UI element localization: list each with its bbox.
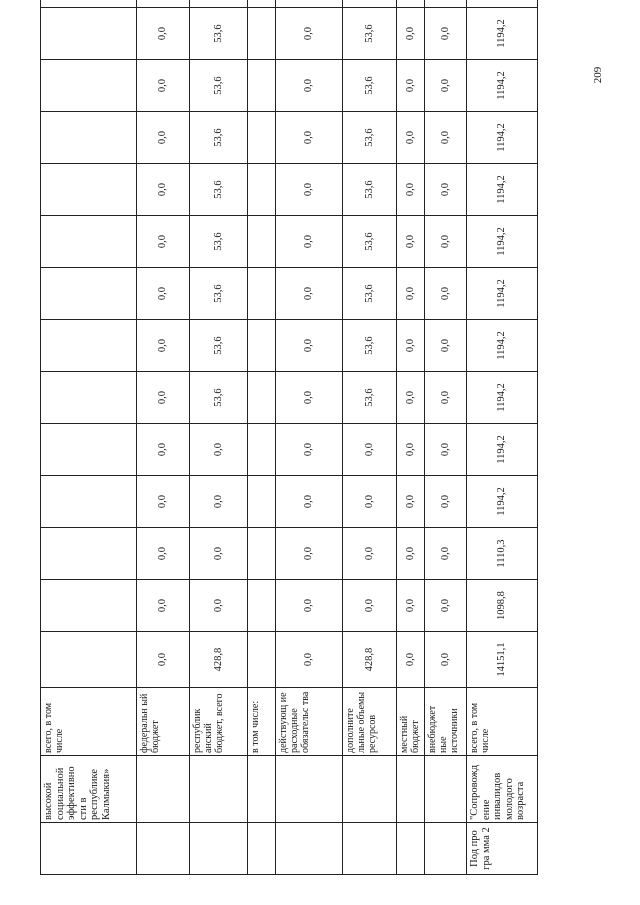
value-cell (41, 8, 137, 60)
name-cell (397, 756, 425, 823)
value-cell (248, 528, 276, 580)
value-cell: 428,8 (190, 632, 248, 688)
value-cell (41, 112, 137, 164)
value-cell: 0,0 (137, 112, 190, 164)
value-cell: 0,0 (397, 8, 425, 60)
value-cell: 0,0 (343, 424, 397, 476)
value-cell: 53,6 (343, 372, 397, 424)
value-cell: 53,6 (343, 60, 397, 112)
value-cell (41, 0, 137, 8)
value-cell: 0,0 (425, 528, 467, 580)
value-cell: 0,0 (397, 372, 425, 424)
value-cell: 1194,2 (467, 476, 538, 528)
value-cell (41, 632, 137, 688)
value-cell: 0,0 (137, 476, 190, 528)
value-cell (248, 60, 276, 112)
value-cell: 0,0 (190, 528, 248, 580)
name-cell: высокой социальной эффективно сти в республике Калмыкия» (41, 756, 137, 823)
value-cell (276, 0, 343, 8)
value-cell (467, 0, 538, 8)
value-cell (41, 216, 137, 268)
value-cell: 0,0 (137, 580, 190, 632)
value-cell: 0,0 (425, 372, 467, 424)
value-cell (248, 216, 276, 268)
value-cell: 0,0 (137, 268, 190, 320)
value-cell: 0,0 (425, 424, 467, 476)
value-cell (41, 60, 137, 112)
name-cell (425, 756, 467, 823)
value-cell: 0,0 (137, 424, 190, 476)
source-cell: всего, в том числе (41, 688, 137, 756)
value-cell (41, 528, 137, 580)
section-cell (190, 823, 248, 875)
name-cell (276, 756, 343, 823)
page-number: 209 (592, 66, 604, 84)
value-cell: 0,0 (137, 372, 190, 424)
value-cell (248, 112, 276, 164)
value-cell: 0,0 (190, 424, 248, 476)
value-cell (137, 0, 190, 8)
value-cell: 53,6 (190, 268, 248, 320)
value-cell: 1194,2 (467, 60, 538, 112)
value-cell: 0,0 (276, 8, 343, 60)
name-cell (190, 756, 248, 823)
value-cell: 0,0 (425, 216, 467, 268)
budget-table (40, 0, 538, 875)
value-cell: 0,0 (276, 60, 343, 112)
value-cell: 0,0 (397, 580, 425, 632)
value-cell: 0,0 (137, 320, 190, 372)
value-cell: 0,0 (397, 528, 425, 580)
table-row (276, 0, 343, 875)
value-cell: 0,0 (276, 528, 343, 580)
value-cell: 1194,2 (467, 372, 538, 424)
value-cell (248, 580, 276, 632)
value-cell (248, 164, 276, 216)
value-cell: 0,0 (425, 268, 467, 320)
value-cell: 53,6 (190, 8, 248, 60)
value-cell: 53,6 (343, 8, 397, 60)
value-cell: 53,6 (343, 216, 397, 268)
value-cell: 53,6 (190, 216, 248, 268)
value-cell: 0,0 (425, 112, 467, 164)
value-cell (248, 476, 276, 528)
source-cell: внебюджет ные источники (425, 688, 467, 756)
value-cell: 53,6 (190, 164, 248, 216)
value-cell: 0,0 (397, 216, 425, 268)
value-cell: 0,0 (276, 268, 343, 320)
value-cell: 0,0 (276, 580, 343, 632)
rotated-table-container (40, 19, 537, 875)
table-row (425, 0, 467, 875)
value-cell: 0,0 (397, 112, 425, 164)
section-cell (343, 823, 397, 875)
value-cell: 0,0 (343, 528, 397, 580)
value-cell: 0,0 (397, 164, 425, 216)
section-cell (397, 823, 425, 875)
value-cell: 0,0 (190, 580, 248, 632)
value-cell: 53,6 (190, 60, 248, 112)
value-cell: 53,6 (343, 268, 397, 320)
value-cell: 428,8 (343, 632, 397, 688)
value-cell (397, 0, 425, 8)
value-cell (248, 424, 276, 476)
value-cell: 1194,2 (467, 112, 538, 164)
value-cell (248, 0, 276, 8)
value-cell: 53,6 (343, 164, 397, 216)
value-cell (248, 632, 276, 688)
value-cell: 0,0 (276, 476, 343, 528)
source-cell: дополните льные объемы ресурсов (343, 688, 397, 756)
table-row (137, 0, 190, 875)
value-cell: 0,0 (276, 320, 343, 372)
source-cell: федеральн ый бюджет (137, 688, 190, 756)
value-cell: 14151,1 (467, 632, 538, 688)
value-cell: 0,0 (425, 476, 467, 528)
value-cell: 0,0 (137, 60, 190, 112)
value-cell: 1194,2 (467, 216, 538, 268)
value-cell: 0,0 (425, 60, 467, 112)
section-cell (276, 823, 343, 875)
table-row (397, 0, 425, 875)
value-cell: 0,0 (397, 424, 425, 476)
value-cell: 0,0 (137, 632, 190, 688)
value-cell: 1194,2 (467, 8, 538, 60)
source-cell: местный бюджет (397, 688, 425, 756)
value-cell: 0,0 (425, 580, 467, 632)
value-cell: 1098,8 (467, 580, 538, 632)
value-cell: 0,0 (425, 632, 467, 688)
source-cell: в том числе: (248, 688, 276, 756)
table-row (343, 0, 397, 875)
source-cell: действующ ие расходные обязательс тва (276, 688, 343, 756)
value-cell: 0,0 (397, 268, 425, 320)
name-cell (248, 756, 276, 823)
value-cell (248, 372, 276, 424)
value-cell: 53,6 (343, 320, 397, 372)
name-cell (343, 756, 397, 823)
value-cell: 0,0 (397, 632, 425, 688)
value-cell (41, 320, 137, 372)
table-row (248, 0, 276, 875)
value-cell: 0,0 (425, 164, 467, 216)
value-cell: 0,0 (276, 424, 343, 476)
value-cell: 0,0 (276, 164, 343, 216)
source-cell: всего, в том числе (467, 688, 538, 756)
value-cell: 0,0 (397, 320, 425, 372)
value-cell: 0,0 (397, 476, 425, 528)
table-row (41, 0, 137, 875)
value-cell: 53,6 (190, 112, 248, 164)
name-cell (137, 756, 190, 823)
value-cell: 0,0 (343, 580, 397, 632)
value-cell (41, 424, 137, 476)
value-cell: 0,0 (276, 632, 343, 688)
source-cell: республик анский бюджет, всего (190, 688, 248, 756)
section-cell (248, 823, 276, 875)
value-cell: 53,6 (190, 372, 248, 424)
value-cell: 1194,2 (467, 424, 538, 476)
value-cell (343, 0, 397, 8)
value-cell: 0,0 (425, 320, 467, 372)
value-cell: 0,0 (137, 216, 190, 268)
value-cell: 0,0 (276, 372, 343, 424)
value-cell (248, 320, 276, 372)
value-cell: 1194,2 (467, 268, 538, 320)
name-cell: "Сопровожд ение инвалидов молодого возраста (467, 756, 538, 823)
value-cell: 0,0 (137, 528, 190, 580)
section-cell (425, 823, 467, 875)
value-cell (425, 0, 467, 8)
value-cell: 0,0 (397, 60, 425, 112)
value-cell: 0,0 (276, 112, 343, 164)
value-cell (248, 8, 276, 60)
value-cell: 0,0 (190, 476, 248, 528)
table-row (190, 0, 248, 875)
value-cell (41, 372, 137, 424)
value-cell (41, 476, 137, 528)
value-cell: 0,0 (343, 476, 397, 528)
value-cell (41, 164, 137, 216)
value-cell (41, 268, 137, 320)
value-cell: 1194,2 (467, 164, 538, 216)
value-cell: 0,0 (425, 8, 467, 60)
value-cell: 53,6 (190, 320, 248, 372)
table-body (41, 0, 538, 875)
section-cell: Под про гра мма 2 (467, 823, 538, 875)
value-cell: 1110,3 (467, 528, 538, 580)
section-cell (41, 823, 137, 875)
value-cell: 53,6 (343, 112, 397, 164)
value-cell (248, 268, 276, 320)
value-cell (41, 580, 137, 632)
value-cell: 0,0 (137, 164, 190, 216)
section-cell (137, 823, 190, 875)
value-cell (190, 0, 248, 8)
value-cell: 0,0 (276, 216, 343, 268)
value-cell: 1194,2 (467, 320, 538, 372)
value-cell: 0,0 (137, 8, 190, 60)
table-row (467, 0, 538, 875)
